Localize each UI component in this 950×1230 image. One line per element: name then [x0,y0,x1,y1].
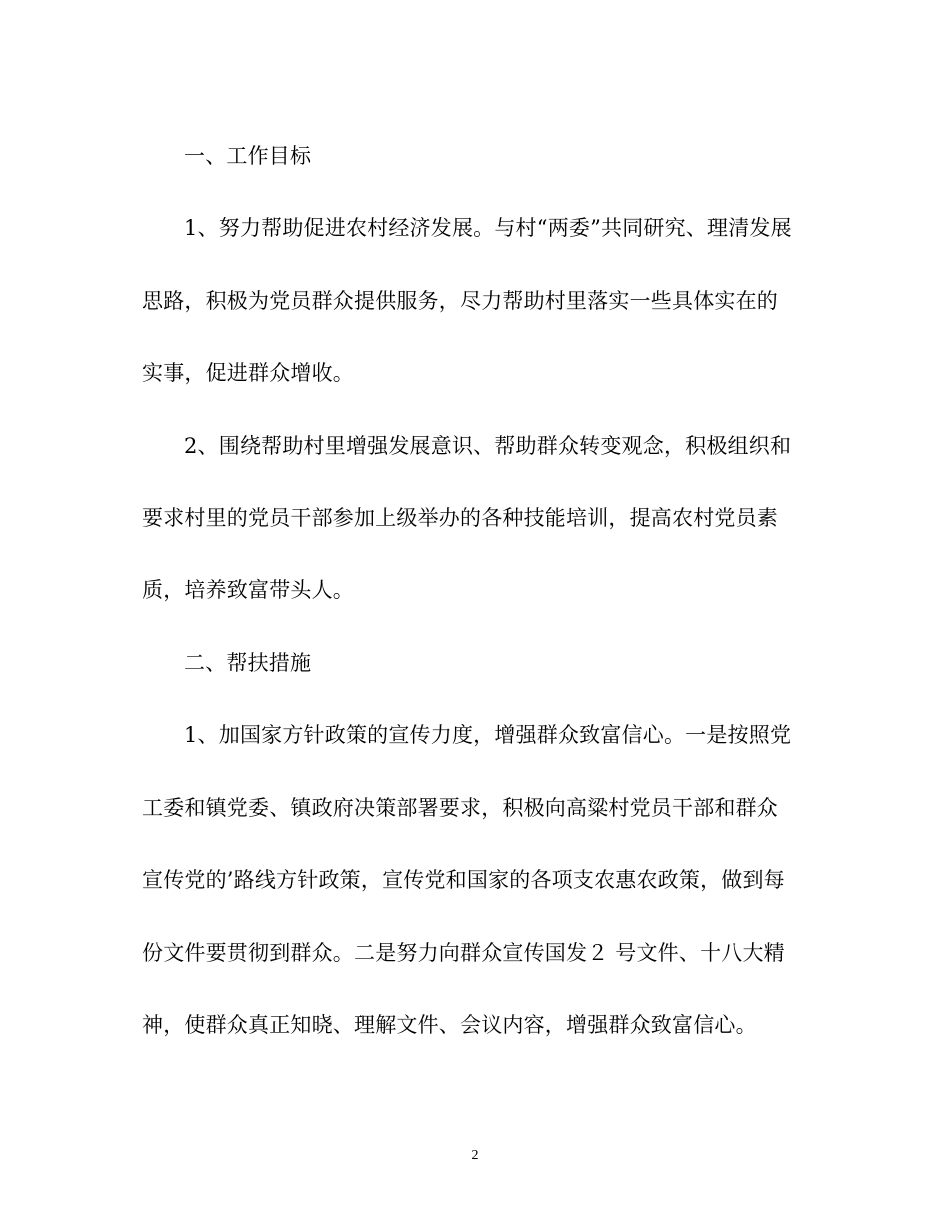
paragraph-line: 质，培养致富带头人。 [142,578,354,602]
paragraph-line: 要求村里的党员干部参加上级举办的各种技能培训，提高农村党员素 [142,506,778,530]
paragraph-line: 1、加国家方针政策的宣传力度，增强群众致富信心。一是按照党 [184,723,792,747]
section-heading-assistance-measures: 二、帮扶措施 [184,651,312,675]
paragraph-line: 份文件要贯彻到群众。二是努力向群众宣传国发２ 号文件、十八大精 [142,941,785,965]
page-number: 2 [471,1148,479,1163]
paragraph-line: 思路，积极为党员群众提供服务，尽力帮助村里落实一些具体实在的 [142,289,778,313]
paragraph-line: 宣传党的’路线方针政策，宣传党和国家的各项支农惠农政策，做到每 [142,868,785,892]
paragraph-line: 工委和镇党委、镇政府决策部署要求，积极向高粱村党员干部和群众 [142,796,778,820]
paragraph-line: 2、围绕帮助村里增强发展意识、帮助群众转变观念，积极组织和 [184,434,792,458]
paragraph-line: 实事，促进群众增收。 [142,361,354,385]
paragraph-line: 神，使群众真正知晓、理解文件、会议内容，增强群众致富信心。 [142,1013,757,1037]
paragraph-line: 1、努力帮助促进农村经济发展。与村“两委”共同研究、理清发展 [184,216,792,240]
section-heading-work-goals: 一、工作目标 [184,144,312,168]
